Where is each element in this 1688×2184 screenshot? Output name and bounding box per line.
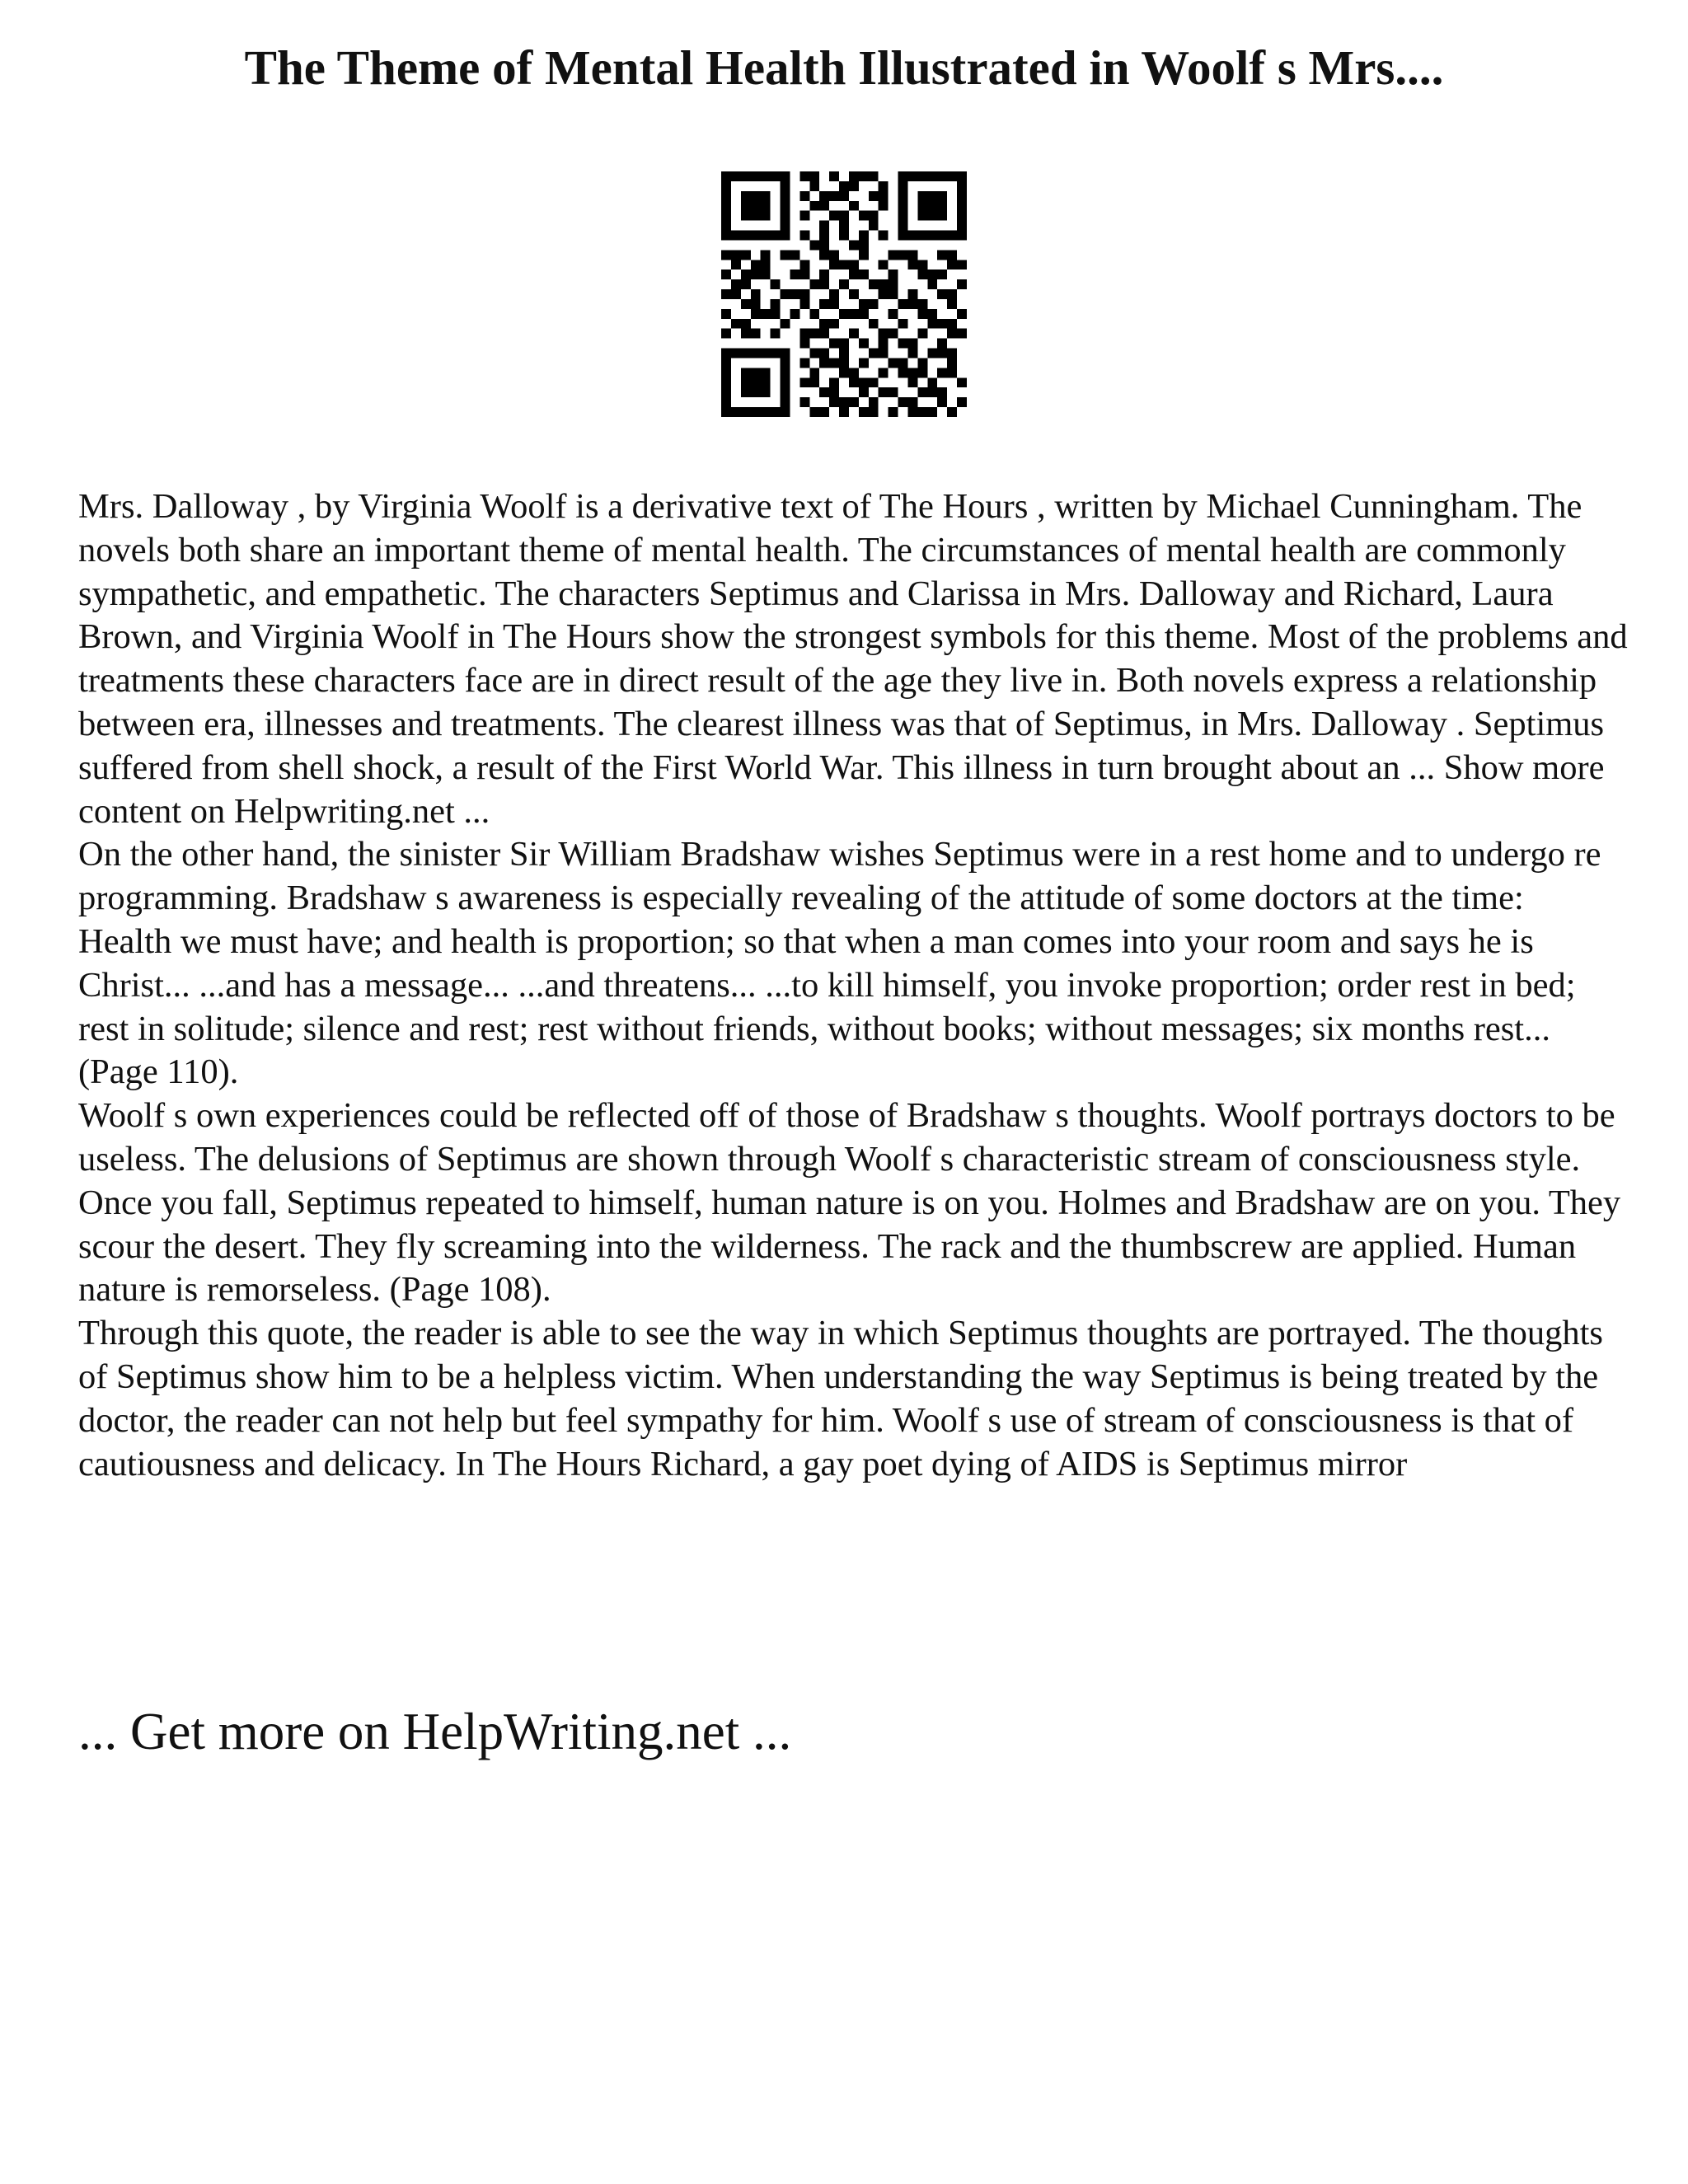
paragraph-bradshaw: On the other hand, the sinister Sir William Bradshaw wishes Septimus were in a rest home and to undergo re programming. Bradshaw s awareness is especially revealing of the attitude of some doctors at the time: (78, 835, 1601, 918)
quote-human-nature: Once you fall, Septimus repeated to himself, human nature is on you. Holmes and Bradshaw are on you. They scour the desert. They fly screaming into the wilderness. The rack and the thumbscrew are applied. Human nature is remorseless. (Page 108). (78, 1183, 1621, 1310)
document-title: The Theme of Mental Health Illustrated in Woolf s Mrs.... (244, 40, 1444, 95)
qr-code-icon (721, 171, 967, 417)
paragraph-woolf-experiences: Woolf s own experiences could be reflected off of those of Bradshaw s thoughts. Woolf portrays doctors to be useless. The delusions of Septimus are shown through Woolf s characteristic stream of consciousness style. (78, 1096, 1615, 1179)
paragraph-analysis: Through this quote, the reader is able to see the way in which Septimus thoughts are portrayed. The thoughts of Septimus show him to be a helpless victim. When understanding the way Septimus is being treated by the doctor, the reader can not help but feel sympathy for him. Woolf s use of stream of consciousness is that of cautiousness and delicacy. In The Hours Richard, a gay poet dying of AIDS is Septimus mirror (78, 1314, 1603, 1483)
paragraph-intro: Mrs. Dalloway , by Virginia Woolf is a derivative text of The Hours , written by Michael Cunningham. The novels both share an important theme of mental health. The circumstances of mental health are commonly sympathetic, and empathetic. The characters Septimus and Clarissa in Mrs. Dalloway and Richard, Laura Brown, and Virginia Woolf in The Hours show the strongest symbols for this theme. Most of the problems and treatments these characters face are in direct result of the age they live in. Both novels express a relationship between era, illnesses and treatments. The clearest illness was that of Septimus, in Mrs. Dalloway . Septimus suffered from shell shock, a result of the First World War. This illness in turn brought about an ... Show more content on Helpwriting.net ... (78, 487, 1628, 831)
get-more-link[interactable]: ... Get more on HelpWriting.net ... (78, 1703, 792, 1760)
document-body (78, 485, 1628, 1486)
quote-proportion: Health we must have; and health is proportion; so that when a man comes into your room and says he is Christ... ...and has a message... ...and threatens... ...to kill himself, you invoke proportion; order rest in bed; rest in solitude; silence and rest; rest without friends, without books; without messages; six months rest... (Page 110). (78, 921, 1576, 1092)
